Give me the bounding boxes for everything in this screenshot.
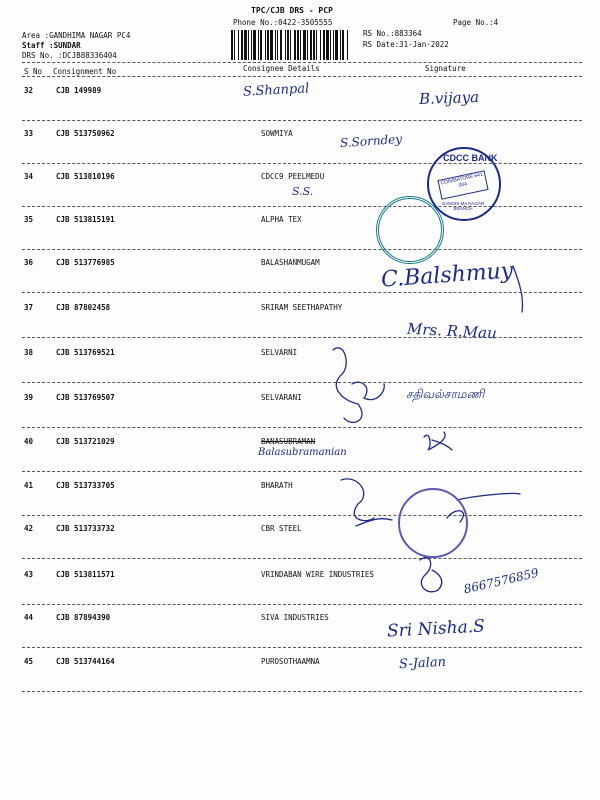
row-consignee-name: ALPHA TEX xyxy=(261,215,302,224)
row-consignee-name: PUROSOTHAAMNA xyxy=(261,657,320,666)
row-serial-number: 36 xyxy=(24,258,34,267)
company-seal-stamp xyxy=(398,488,468,558)
row-consignment-number: CJB 513815191 xyxy=(56,215,115,224)
bank-seal-stamp: CDCC BANK COIMBATORE 641 004 GANDHI MA NAGAR BRANCH xyxy=(427,147,501,221)
signature-handwriting: S-Jalan xyxy=(398,654,447,673)
row-consignee-name: BANASUBRAMAN xyxy=(261,437,316,446)
signature-handwriting: 8667576859 xyxy=(462,565,540,597)
signature-handwriting: Sri Nisha.S xyxy=(386,616,486,642)
row-consignment-number: CJB 513769507 xyxy=(56,393,115,402)
row-serial-number: 43 xyxy=(24,570,34,579)
phone-number: Phone No.:0422-3505555 xyxy=(233,18,333,27)
row-consignment-number: CJB 513769521 xyxy=(56,348,115,357)
signature-handwriting: Balasubramanian xyxy=(258,447,347,458)
signature-handwriting: S.Sorndey xyxy=(339,131,403,151)
row-consignment-number: CJB 513776985 xyxy=(56,258,115,267)
rs-date: RS Date:31-Jan-2022 xyxy=(363,40,449,49)
row-serial-number: 38 xyxy=(24,348,34,357)
row-serial-number: 35 xyxy=(24,215,34,224)
row-consignee-name: SOWMIYA xyxy=(261,129,293,138)
row-consignment-number: CJB 513811571 xyxy=(56,570,115,579)
row-consignee-name: CDCC9 PEELMEDU xyxy=(261,172,325,181)
row-consignee-name: BALASHANMUGAM xyxy=(261,258,320,267)
page-number: Page No.:4 xyxy=(453,18,499,27)
drs-number: DRS No. :DCJB88336404 xyxy=(22,51,117,60)
row-consignment-number: CJB 513721029 xyxy=(56,437,115,446)
row-consignment-number: CJB 513733705 xyxy=(56,481,115,490)
row-consignee-name: BHARATH xyxy=(261,481,293,490)
row-serial-number: 39 xyxy=(24,393,34,402)
row-consignee-name: SRIRAM SEETHAPATHY xyxy=(261,303,343,312)
signature-handwriting: B.vijaya xyxy=(418,87,480,109)
row-consignment-number: CJB 513750962 xyxy=(56,129,115,138)
row-serial-number: 32 xyxy=(24,86,34,95)
row-serial-number: 33 xyxy=(24,129,34,138)
row-consignee-name: SIVA INDUSTRIES xyxy=(261,613,329,622)
col-sno-header: S No xyxy=(24,67,43,76)
row-consignment-number: CJB 87802458 xyxy=(56,303,111,312)
row-serial-number: 34 xyxy=(24,172,34,181)
row-consignee-name: SELVARNI xyxy=(261,348,298,357)
row-serial-number: 41 xyxy=(24,481,34,490)
col-consignment-header: Consignment No xyxy=(53,67,117,76)
row-consignment-number: CJB 149989 xyxy=(56,86,102,95)
company-seal-stamp xyxy=(376,196,444,264)
row-consignment-number: CJB 513733732 xyxy=(56,524,115,533)
signature-handwriting: S.Shanpal xyxy=(242,81,310,100)
col-signature-header: Signature xyxy=(425,64,466,73)
row-consignment-number: CJB 513810196 xyxy=(56,172,115,181)
signature-handwriting: Mrs. R.Mau xyxy=(406,319,498,343)
signature-handwriting: சதிவல்சாமணி xyxy=(406,387,485,401)
col-consignee-header: Consignee Details xyxy=(243,64,320,73)
signature-handwriting: C.Balshmuy xyxy=(380,258,514,293)
row-serial-number: 37 xyxy=(24,303,34,312)
row-serial-number: 44 xyxy=(24,613,34,622)
row-serial-number: 45 xyxy=(24,657,34,666)
row-consignee-name: VRINDABAN WIRE INDUSTRIES xyxy=(261,570,374,579)
signature-handwriting: S.S. xyxy=(292,185,314,198)
row-serial-number: 42 xyxy=(24,524,34,533)
document-title: TPC/CJB DRS - PCP xyxy=(251,6,333,15)
staff-label: Staff :SUNDAR xyxy=(22,41,81,50)
row-serial-number: 40 xyxy=(24,437,34,446)
area-label: Area :GANDHIMA NAGAR PC4 xyxy=(22,31,131,40)
row-consignment-number: CJB 87894390 xyxy=(56,613,111,622)
rs-number: RS No.:883364 xyxy=(363,29,422,38)
row-consignee-name: CBR STEEL xyxy=(261,524,302,533)
row-consignment-number: CJB 513744164 xyxy=(56,657,115,666)
row-consignee-name: SELVARANI xyxy=(261,393,302,402)
